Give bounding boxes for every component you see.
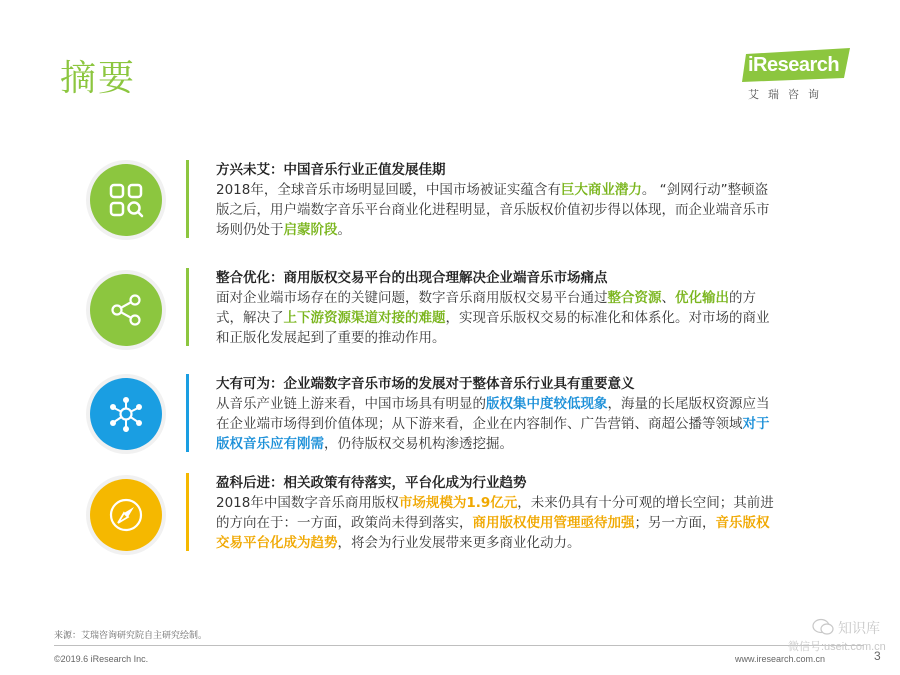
section-2-text [216, 268, 776, 348]
section-3-accent-bar [186, 374, 189, 452]
summary-section-2 [90, 268, 830, 348]
section-4-highlight: 商用版权使用管理亟待加强 [472, 515, 635, 531]
summary-section-4 [90, 473, 830, 553]
section-3-body-part: ，海量的长尾版权资源应当在企业端市场得到价值体现；从下游来看，企业在内容制作、广告营销、商超公播等领域 [216, 396, 770, 432]
section-4-accent-bar [186, 473, 189, 551]
section-2-body-part: ，实现音乐版权交易的标准化和体系化。对市场的商业和正版化发展起到了重要的推动作用。 [216, 310, 770, 346]
page-title: 摘要 [60, 58, 137, 99]
summary-section-3 [90, 374, 830, 454]
section-4-highlight: 市场规模为1.9亿元 [398, 495, 518, 511]
section-1-highlight: 启蒙阶段 [283, 222, 338, 238]
copyright-text: ©2019.6 iResearch Inc. [54, 654, 149, 664]
section-3-body-part: ，仍待版权交易机构渗透挖掘。 [324, 436, 513, 452]
section-2-body-part: 、 [661, 290, 675, 306]
network-icon [108, 396, 144, 432]
logo-chinese: 艾瑞咨询 [748, 88, 828, 101]
section-3-badge [90, 378, 162, 450]
section-1-body-part: 2018年，全球音乐市场明显回暖，中国市场被证实蕴含有 [216, 182, 561, 198]
watermark-line-2: 微信号:useit.com.cn [788, 641, 886, 653]
watermark [788, 612, 892, 656]
section-3-highlight: 对于版权音乐应有刚需 [216, 416, 770, 452]
section-2-badge [90, 274, 162, 346]
section-2-highlight: 上下游资源渠道对接的难题 [283, 310, 446, 326]
section-1-badge [90, 164, 162, 236]
section-1-body-part: 。 [337, 222, 351, 238]
section-3-heading: 大有可为：企业端数字音乐市场的发展对于整体音乐行业具有重要意义 [216, 376, 635, 392]
section-2-heading: 整合优化：商用版权交易平台的出现合理解决企业端音乐市场痛点 [216, 270, 608, 286]
iresearch-logo [742, 48, 854, 104]
source-note: 来源：艾瑞咨询研究院自主研究绘制。 [54, 631, 208, 641]
logo-word: iResearch [748, 54, 840, 76]
section-3-body [216, 394, 776, 454]
summary-section-1 [90, 160, 830, 240]
section-1-text [216, 160, 776, 240]
wechat-icon [812, 618, 834, 636]
compass-icon [108, 497, 144, 533]
section-2-body-part: 面对企业端市场存在的关键问题，数字音乐商用版权交易平台通过 [216, 290, 608, 306]
section-2-highlight: 整合资源 [607, 290, 662, 306]
section-4-text [216, 473, 776, 553]
section-3-body-part: 从音乐产业链上游来看，中国市场具有明显的 [216, 396, 486, 412]
footer-divider [54, 645, 864, 646]
section-2-body-part: 的方式，解决了 [216, 290, 756, 326]
section-3-highlight: 版权集中度较低现象 [486, 396, 608, 412]
section-2-accent-bar [186, 268, 189, 346]
section-1-body-part: 。 “剑网行动”整顿盗版之后，用户端数字音乐平台商业化进程明显，音乐版权价值初步得以体现，而企业端音乐市场则仍处于 [216, 182, 770, 238]
section-3-text [216, 374, 776, 454]
section-1-heading: 方兴未艾：中国音乐行业正值发展佳期 [216, 162, 446, 178]
page-number: 3 [874, 649, 881, 663]
section-2-body [216, 288, 776, 348]
section-4-badge [90, 479, 162, 551]
section-4-heading: 盈科后进：相关政策有待落实，平台化成为行业趋势 [216, 475, 527, 491]
section-1-highlight: 巨大商业潜力 [560, 182, 642, 198]
share-icon [108, 292, 144, 328]
section-4-body-part: ，将会为行业发展带来更多商业化动力。 [337, 535, 581, 551]
section-2-highlight: 优化输出 [675, 290, 729, 306]
section-4-body-part: ；另一方面， [634, 515, 716, 531]
watermark-line-1: 知识库 [838, 621, 880, 637]
section-4-body-part: 2018年中国数字音乐商用版权 [216, 495, 399, 511]
website-url: www.iresearch.com.cn [735, 654, 826, 664]
section-1-accent-bar [186, 160, 189, 238]
section-4-body-part: ，未来仍具有十分可观的增长空间；其前进的方向在于：一方面，政策尚未得到落实， [216, 495, 774, 531]
section-4-body [216, 493, 776, 553]
section-4-highlight: 音乐版权交易平台化成为趋势 [216, 515, 770, 551]
section-1-body [216, 180, 776, 240]
grid-search-icon [108, 182, 144, 218]
